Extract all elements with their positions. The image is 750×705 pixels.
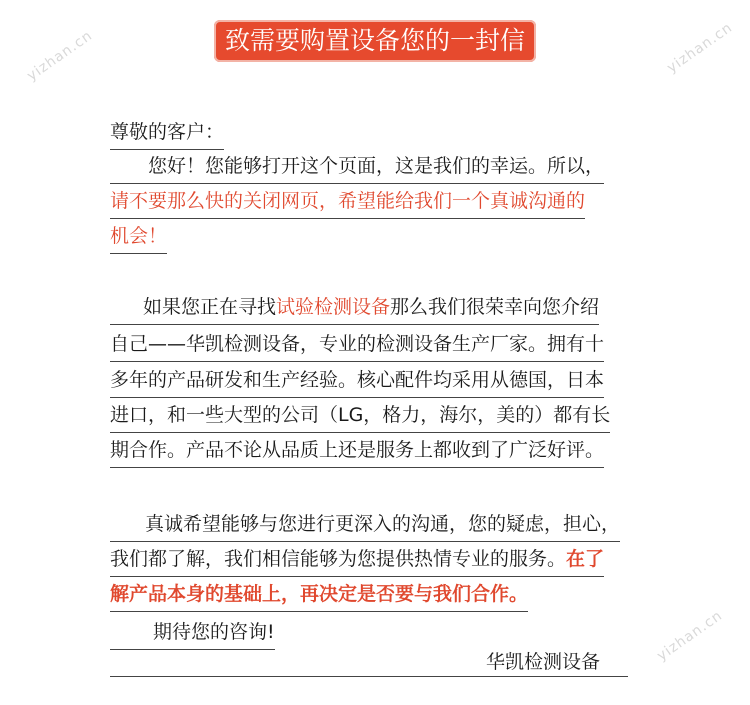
p2-line1 bbox=[110, 293, 599, 325]
watermark-top-left: yizhan.cn bbox=[24, 27, 96, 85]
watermark-top-right: yizhan.cn bbox=[664, 19, 736, 77]
p1-line1: 您好！您能够打开这个页面，这是我们的幸运。所以， bbox=[110, 152, 604, 184]
p1-line2: 请不要那么快的关闭网页，希望能给我们一个真诚沟通的 bbox=[110, 187, 585, 219]
p3-line2 bbox=[110, 545, 604, 577]
p2-line2: 自己——华凯检测设备，专业的检测设备生产厂家。拥有十 bbox=[110, 330, 604, 362]
p3-line2-highlight: 在了 bbox=[566, 548, 605, 570]
salutation: 尊敬的客户： bbox=[110, 118, 224, 150]
p1-line3: 机会！ bbox=[110, 222, 167, 254]
p3-line3: 解产品本身的基础上，再决定是否要与我们合作。 bbox=[110, 580, 528, 612]
letter-title-banner: 致需要购置设备您的一封信 bbox=[214, 20, 536, 62]
signature: 华凯检测设备 bbox=[486, 651, 601, 673]
p2-highlight-product: 试验检测设备 bbox=[276, 296, 391, 318]
signature-rule bbox=[110, 676, 628, 677]
p3-line1: 真诚希望能够与您进行更深入的沟通，您的疑虑，担心， bbox=[110, 510, 620, 542]
p2-line4: 进口，和一些大型的公司（LG，格力，海尔，美的）都有长 bbox=[110, 401, 610, 433]
p2-line5: 期合作。产品不论从品质上还是服务上都收到了广泛好评。 bbox=[110, 436, 604, 468]
p2-line1-text-a: 如果您正在寻找 bbox=[143, 296, 277, 318]
p2-line1-text-b: 那么我们很荣幸向您介绍 bbox=[390, 296, 600, 318]
closing-line: 期待您的咨询! bbox=[110, 618, 275, 650]
watermark-bottom-right: yizhan.cn bbox=[654, 607, 726, 665]
p2-line3: 多年的产品研发和生产经验。核心配件均采用从德国，日本 bbox=[110, 366, 604, 398]
p3-line2-text: 我们都了解，我们相信能够为您提供热情专业的服务。 bbox=[110, 548, 567, 570]
